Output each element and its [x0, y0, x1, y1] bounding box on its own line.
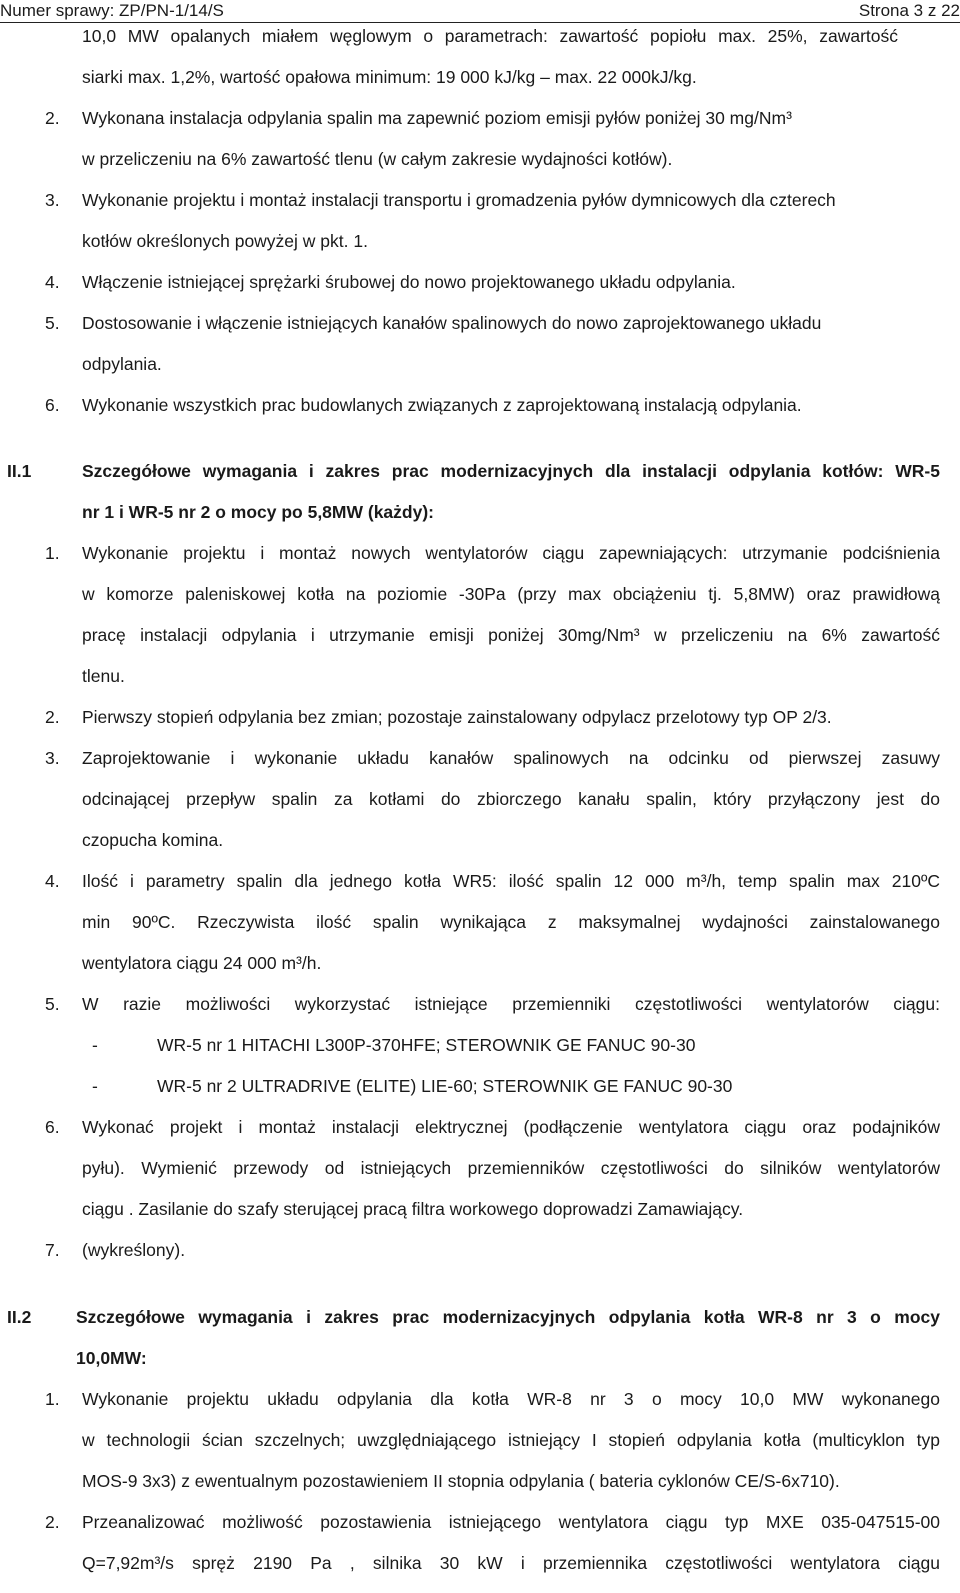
- list-item-number: 6.: [45, 395, 60, 415]
- list-item-line: Wykonanie projektu i montaż nowych wentylatorów ciągu zapewniających: utrzymanie podciśnienia: [82, 543, 940, 563]
- list-item-number: 5.: [45, 994, 60, 1014]
- dash-item: WR-5 nr 1 HITACHI L300P-370HFE; STEROWNIK GE FANUC 90-30: [157, 1035, 696, 1055]
- list-item-line: Wykonana instalacja odpylania spalin ma zapewnić poziom emisji pyłów poniżej 30 mg/Nm³: [82, 108, 792, 128]
- list-item-number: 2.: [45, 108, 60, 128]
- list-item-number: 3.: [45, 190, 60, 210]
- list-item-line: Q=7,92m³/s spręż 2190 Pa , silnika 30 kW i przemiennika częstotliwości wentylatora ciągu: [82, 1553, 940, 1573]
- list-item-line: Włączenie istniejącej sprężarki śrubowej do nowo projektowanego układu odpylania.: [82, 272, 736, 292]
- list-item-line: pracę instalacji odpylania i utrzymanie emisji poniżej 30mg/Nm³ w przeliczeniu na 6% zawartość: [82, 625, 940, 645]
- intro-line-1: 10,0 MW opalanych miałem węglowym o parametrach: zawartość popiołu max. 25%, zawartość: [82, 26, 898, 46]
- list-item-line: Pierwszy stopień odpylania bez zmian; pozostaje zainstalowany odpylacz przelotowy typ OP 2/3.: [82, 707, 832, 727]
- list-item-line: Dostosowanie i włączenie istniejących kanałów spalinowych do nowo zaprojektowanego układu: [82, 313, 822, 333]
- list-item-line: w technologii ścian szczelnych; uwzględniającego istniejący I stopień odpylania kotła (multicyklon typ: [82, 1430, 940, 1450]
- list-item-line: Przeanalizować możliwość pozostawienia istniejącego wentylatora ciągu typ MXE 035-047515-00: [82, 1512, 940, 1532]
- list-item-number: 7.: [45, 1240, 60, 1260]
- dash-item: WR-5 nr 2 ULTRADRIVE (ELITE) LIE-60; STEROWNIK GE FANUC 90-30: [157, 1076, 733, 1096]
- dash-bullet: -: [92, 1076, 98, 1096]
- section-title-line-2: 10,0MW:: [76, 1348, 147, 1368]
- list-item-line: wentylatora ciągu 24 000 m³/h.: [82, 953, 322, 973]
- list-item-line: Ilość i parametry spalin dla jednego kotła WR5: ilość spalin 12 000 m³/h, temp spalin max 210ºC: [82, 871, 940, 891]
- list-item-line: Zaprojektowanie i wykonanie układu kanałów spalinowych na odcinku od pierwszej zasuwy: [82, 748, 940, 768]
- list-item-line: tlenu.: [82, 666, 125, 686]
- list-item-line: min 90ºC. Rzeczywista ilość spalin wynikająca z maksymalnej wydajności zainstalowanego: [82, 912, 940, 932]
- list-item-number: 2.: [45, 1512, 60, 1532]
- list-item-line: kotłów określonych powyżej w pkt. 1.: [82, 231, 368, 251]
- list-item-line: W razie możliwości wykorzystać istniejące przemienniki częstotliwości wentylatorów ciągu:: [82, 994, 940, 1014]
- list-item-line: w przeliczeniu na 6% zawartość tlenu (w całym zakresie wydajności kotłów).: [82, 149, 673, 169]
- list-item-number: 5.: [45, 313, 60, 333]
- list-item-number: 4.: [45, 871, 60, 891]
- list-item-line: ciągu . Zasilanie do szafy sterującej pracą filtra workowego doprowadzi Zamawiający.: [82, 1199, 744, 1219]
- case-number: Numer sprawy: ZP/PN-1/14/S: [0, 1, 224, 20]
- list-item-line: (wykreślony).: [82, 1240, 186, 1260]
- list-item-line: Wykonanie wszystkich prac budowlanych związanych z zaprojektowaną instalacją odpylania.: [82, 395, 802, 415]
- dash-bullet: -: [92, 1035, 98, 1055]
- list-item-number: 6.: [45, 1117, 60, 1137]
- list-item-line: MOS-9 3x3) z ewentualnym pozostawieniem II stopnia odpylania ( bateria cyklonów CE/S-6x710).: [82, 1471, 840, 1491]
- list-item-line: w komorze paleniskowej kotła na poziomie -30Pa (przy max obciążeniu tj. 5,8MW) oraz prawidłową: [82, 584, 940, 604]
- list-item-number: 2.: [45, 707, 60, 727]
- list-item-line: pyłu). Wymienić przewody od istniejących przemienników częstotliwości do silników wentylatorów: [82, 1158, 940, 1178]
- list-item-text: [82, 107, 792, 129]
- section-title: Szczegółowe wymagania i zakres prac modernizacyjnych odpylania kotła WR-8 nr 3 o mocy: [76, 1307, 940, 1327]
- list-item-number: 1.: [45, 543, 60, 563]
- page-number: Strona 3 z 22: [858, 1, 960, 20]
- section-title: Szczegółowe wymagania i zakres prac modernizacyjnych dla instalacji odpylania kotłów: WR-5: [82, 461, 940, 481]
- page-header: [0, 0, 960, 23]
- intro-line-2: siarki max. 1,2%, wartość opałowa minimum: 19 000 kJ/kg – max. 22 000kJ/kg.: [82, 67, 697, 87]
- list-item-line: odpylania.: [82, 354, 162, 374]
- list-item-line: odcinającej przepływ spalin za kotłami do zbiorczego kanału spalin, który przyłączony jest do: [82, 789, 940, 809]
- list-item-line: Wykonanie projektu i montaż instalacji transportu i gromadzenia pyłów dymnicowych dla czterech: [82, 190, 836, 210]
- section-number: II.1: [7, 461, 32, 481]
- list-item-number: 4.: [45, 272, 60, 292]
- list-item-number: 1.: [45, 1389, 60, 1409]
- list-item-line: Wykonanie projektu układu odpylania dla kotła WR-8 nr 3 o mocy 10,0 MW wykonanego: [82, 1389, 940, 1409]
- list-item-number: 3.: [45, 748, 60, 768]
- section-number: II.2: [7, 1307, 32, 1327]
- list-item-line: czopucha komina.: [82, 830, 224, 850]
- list-item-line: Wykonać projekt i montaż instalacji elektrycznej (podłączenie wentylatora ciągu oraz podajników: [82, 1117, 940, 1137]
- section-title-line-2: nr 1 i WR-5 nr 2 o mocy po 5,8MW (każdy):: [82, 502, 434, 522]
